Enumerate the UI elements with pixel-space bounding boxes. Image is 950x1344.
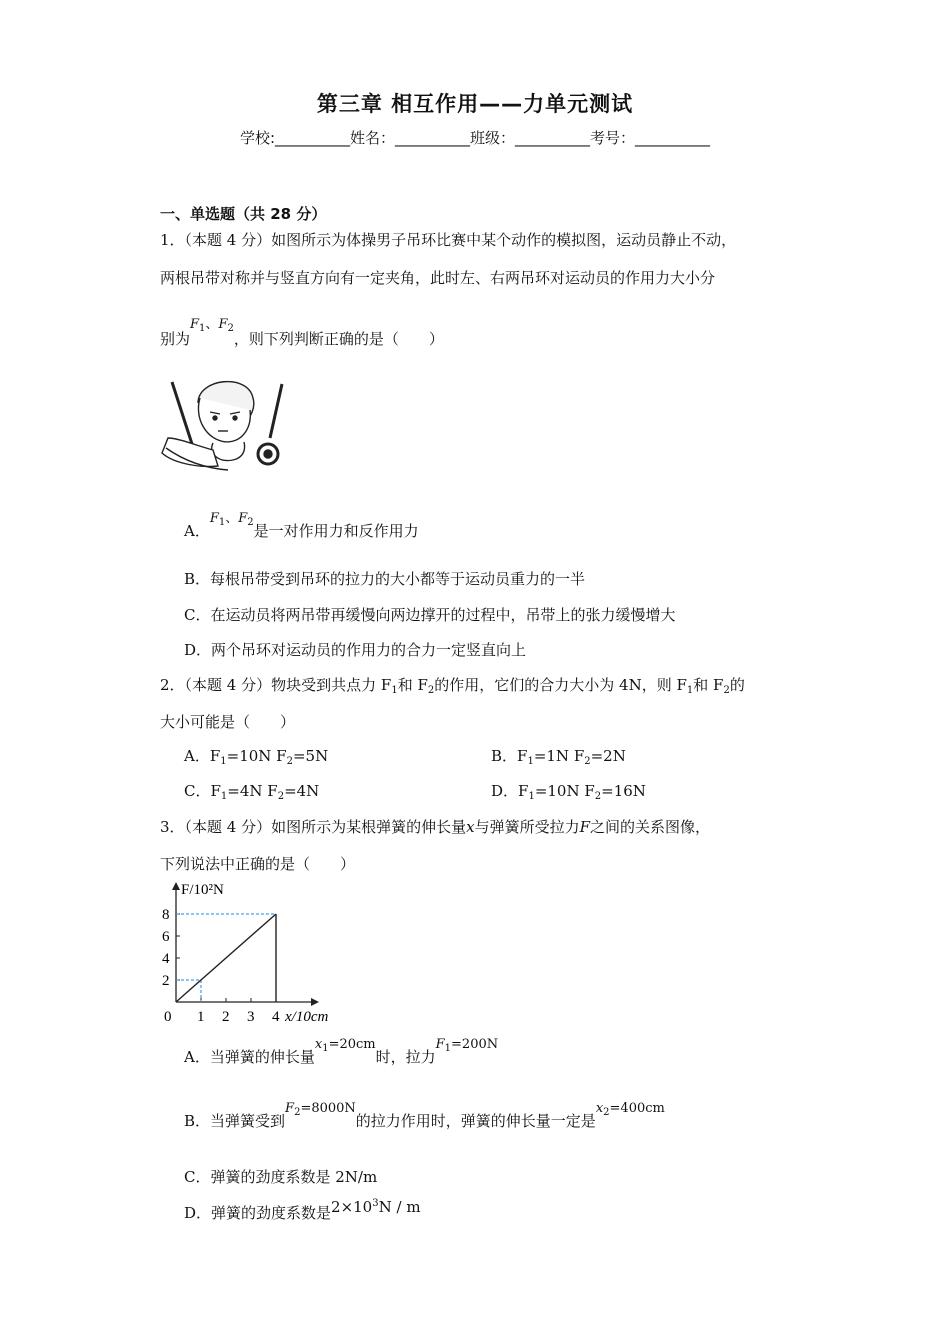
- q1-option-a-label: A．: [184, 522, 210, 540]
- gymnast-rings-illustration: [158, 368, 288, 483]
- q3-option-d-value: $2\times 10^3N / m$: [331, 1198, 421, 1216]
- x-axis-arrow: [311, 998, 319, 1006]
- q1-line3: [160, 317, 444, 350]
- q3-option-c: C．弹簧的劲度系数是 2N/m: [184, 1168, 378, 1186]
- force-extension-chart: [155, 880, 355, 1030]
- left-strap: [172, 382, 192, 444]
- y-tick-label-2: 2: [162, 973, 170, 989]
- x-tick-label-2: 2: [222, 1009, 230, 1025]
- q3-option-a-f: $F_1=200N$: [435, 1037, 499, 1054]
- y-tick-label-8: 8: [162, 907, 170, 923]
- q1-option-a-text: 是一对作用力和反作用力: [253, 522, 419, 540]
- q1-option-a-forces: $F_1$、$F_2$: [209, 511, 254, 528]
- q1-option-c: C．在运动员将两吊带再缓慢向两边撑开的过程中，吊带上的张力缓慢增大: [184, 606, 676, 624]
- section-heading: 一、单选题（共 28 分）: [160, 205, 327, 223]
- q3-option-d: D．弹簧的劲度系数是$2\times 10^3N / m$: [184, 1198, 421, 1222]
- q2-line2: 大小可能是（ ）: [160, 713, 296, 731]
- q1-line2: 两根吊带对称并与竖直方向有一定夹角，此时左、右两吊环对运动员的作用力大小分: [160, 269, 716, 287]
- x-tick-label-1: 1: [197, 1009, 205, 1025]
- torso: [212, 442, 245, 461]
- hand: [264, 450, 272, 458]
- left-arm: [162, 438, 218, 466]
- x-axis-label: x/10cm: [285, 1009, 329, 1025]
- q2-option-d: D．$F_1=10N$ $F_2=16N$: [491, 782, 646, 802]
- q2-line1: 2．（本题 4 分）物块受到共点力 $F_1$和 $F_2$的作用，它们的合力大小为 4N，则 $F_1$和 $F_2$的: [160, 676, 745, 696]
- q3-option-b-x: $x_2=400cm$: [595, 1101, 665, 1118]
- x-tick-label-3: 3: [247, 1009, 255, 1025]
- student-info-line: 学校:__________姓名：__________班级：__________考号：__________: [239, 129, 711, 147]
- q1-line1: 1．（本题 4 分）如图所示为体操男子吊环比赛中某个动作的模拟图，运动员静止不动，: [160, 231, 737, 249]
- x-tick-label-4: 4: [272, 1009, 280, 1025]
- q1-option-b: B．每根吊带受到吊环的拉力的大小都等于运动员重力的一半: [184, 570, 586, 588]
- y-axis-label: F/10²N: [181, 882, 224, 898]
- right-eye: [233, 416, 237, 420]
- q3-option-b-f: $F_2=8000N$: [285, 1101, 356, 1118]
- q1-line3-pre: 别为: [160, 330, 191, 348]
- q3-option-a-x: $x_1=20cm$: [314, 1037, 376, 1054]
- q3-option-b: B．当弹簧受到$F_2=8000N$的拉力作用时，弹簧的伸长量一定是$x_2=400cm$: [184, 1101, 665, 1130]
- y-tick-label-6: 6: [162, 929, 170, 945]
- q1-line3-post: ，则下列判断正确的是（ ）: [233, 330, 444, 348]
- q2-option-c: C．$F_1=4N$ $F_2=4N$: [184, 782, 320, 802]
- q2-option-a: A．$F_1=10N$ $F_2=5N$: [184, 747, 329, 767]
- q3-line2: 下列说法中正确的是（ ）: [160, 855, 356, 873]
- left-eye: [213, 416, 217, 420]
- q1-option-a: [184, 511, 419, 542]
- q3-option-a: A．当弹簧的伸长量$x_1=20cm$时，拉力$F_1=200N$: [184, 1037, 499, 1066]
- series-line: [176, 914, 276, 1002]
- y-axis-arrow: [172, 882, 180, 890]
- page-title: 第三章 相互作用——力单元测试: [316, 92, 634, 116]
- q3-line1: 3．（本题 4 分）如图所示为某根弹簧的伸长量x与弹簧所受拉力F之间的关系图像，: [160, 818, 711, 836]
- right-strap: [270, 384, 282, 438]
- q2-option-b: B．$F_1=1N$ $F_2=2N$: [491, 747, 626, 767]
- q1-option-d: D．两个吊环对运动员的作用力的合力一定竖直向上: [184, 641, 527, 659]
- y-tick-label-4: 4: [162, 951, 170, 967]
- x-tick-label-0: 0: [164, 1009, 172, 1025]
- q1-forces: $F_1$、$F_2$: [190, 317, 234, 334]
